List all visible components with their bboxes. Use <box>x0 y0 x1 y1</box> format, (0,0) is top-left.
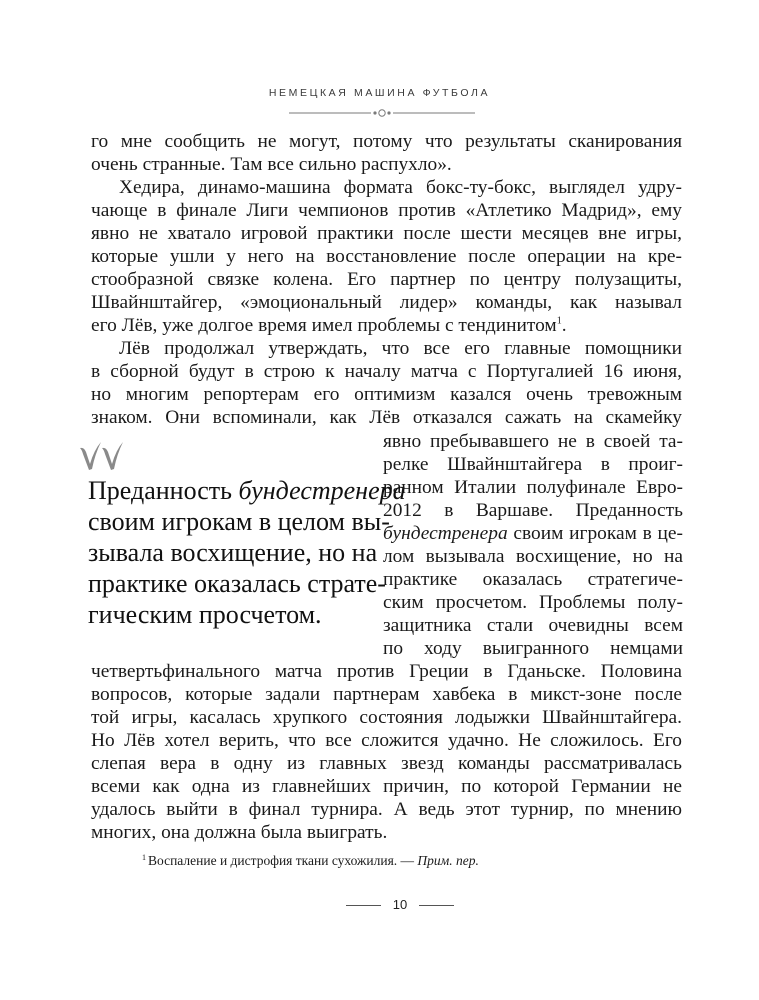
footnote-text: Воспаление и дистрофия ткани сухожилия. — <box>148 853 418 868</box>
pull-quote <box>88 475 406 630</box>
running-header: НЕМЕЦКАЯ МАШИНА ФУТБОЛА <box>268 87 491 99</box>
footnote-ref[interactable]: 1 <box>556 315 562 327</box>
italic-term: бундестренера <box>238 476 406 505</box>
text-span: Преданность <box>88 476 239 505</box>
text-line: Швайнштайгер, «эмоциональный лидер» команды, как называл <box>91 292 682 313</box>
text-line: многих, она должна была выиграть. <box>91 822 388 843</box>
pull-quote-line: гическим просчетом. <box>88 600 322 629</box>
text-span: . <box>561 315 567 336</box>
pull-quote-line: своим игрокам в целом вы- <box>88 507 390 536</box>
text-line: защитника стали очевидны всем <box>383 615 683 636</box>
text-line: той игры, касалась хрупкого состояния лодыжки Швайнштайгера. <box>91 707 682 728</box>
text-line: знаком. Они вспоминали, как Лёв отказался сажать на скамейку <box>91 407 682 428</box>
header-ornament-icon <box>289 107 475 119</box>
text-line: которые ушли у него на восстановление после операции на кре- <box>91 246 682 267</box>
text-line: явно пребывавшего не в своей та- <box>383 431 683 452</box>
text-line: в сборной будут в строю к началу матча с Португалией 16 июня, <box>91 361 682 382</box>
page-number-rule-left <box>346 905 381 906</box>
text-line: релке Швайнштайгера в проиг- <box>383 454 683 475</box>
text-line: слепая вера в одну из главных звезд команды рассматривалась <box>91 753 682 774</box>
text-line <box>383 522 683 545</box>
text-line: Но Лёв хотел верить, что все сложится удачно. Не сложилось. Его <box>91 730 682 751</box>
text-line: Лёв продолжал утверждать, что все его главные помощники <box>119 338 682 359</box>
text-span: его Лёв, уже долгое время имел проблемы с тендинитом <box>91 315 557 336</box>
text-line: ским просчетом. Проблемы полу- <box>383 592 683 613</box>
text-line: чающе в финале Лиги чемпионов против «Атлетико Мадрид», ему <box>91 200 682 221</box>
text-line: го мне сообщить не могут, потому что результаты сканирования <box>91 131 682 152</box>
text-line: по ходу выигранного немцами <box>383 638 683 659</box>
text-line: но многим репортерам его оптимизм казался очень тревожным <box>91 384 682 405</box>
text-line <box>91 314 682 337</box>
text-line: очень странные. Там все сильно распухло». <box>91 154 452 175</box>
text-line: Хедира, динамо-машина формата бокс-ту-бокс, выглядел удру- <box>119 177 682 198</box>
pull-quote-line: зывала восхищение, но на <box>88 538 378 567</box>
text-line: четвертьфинального матча против Греции в Гданьске. Половина <box>91 661 682 682</box>
footnote-italic: Прим. пер. <box>417 853 479 868</box>
text-span: своим игрокам в це- <box>507 523 683 544</box>
text-line: практике оказалась стратегиче- <box>383 569 683 590</box>
footnote-marker: 1 <box>142 852 146 862</box>
pull-quote-line <box>88 475 406 506</box>
text-line: явно не хватало игровой практики после шести месяцев вне игры, <box>91 223 682 244</box>
text-line: ранном Италии полуфинале Евро- <box>383 477 683 498</box>
text-line: вопросов, которые задали партнерам хавбека в микст-зоне после <box>91 684 682 705</box>
text-line: удалось выйти в финал турнира. А ведь этот турнир, по мнению <box>91 799 682 820</box>
italic-term: бундестренера <box>383 523 508 544</box>
text-line: 2012 в Варшаве. Преданность <box>383 500 683 521</box>
page-number-rule-right <box>419 905 454 906</box>
page-number: 10 <box>392 897 408 912</box>
text-line: стообразной связке колена. Его партнер по центру полузащиты, <box>91 269 682 290</box>
quote-mark-icon <box>77 440 127 472</box>
text-line: лом вызывала восхищение, но на <box>383 546 683 567</box>
pull-quote-line: практике оказалась страте- <box>88 569 386 598</box>
text-line: всеми как одна из главнейших причин, по которой Германии не <box>91 776 682 797</box>
footnote <box>142 852 479 870</box>
